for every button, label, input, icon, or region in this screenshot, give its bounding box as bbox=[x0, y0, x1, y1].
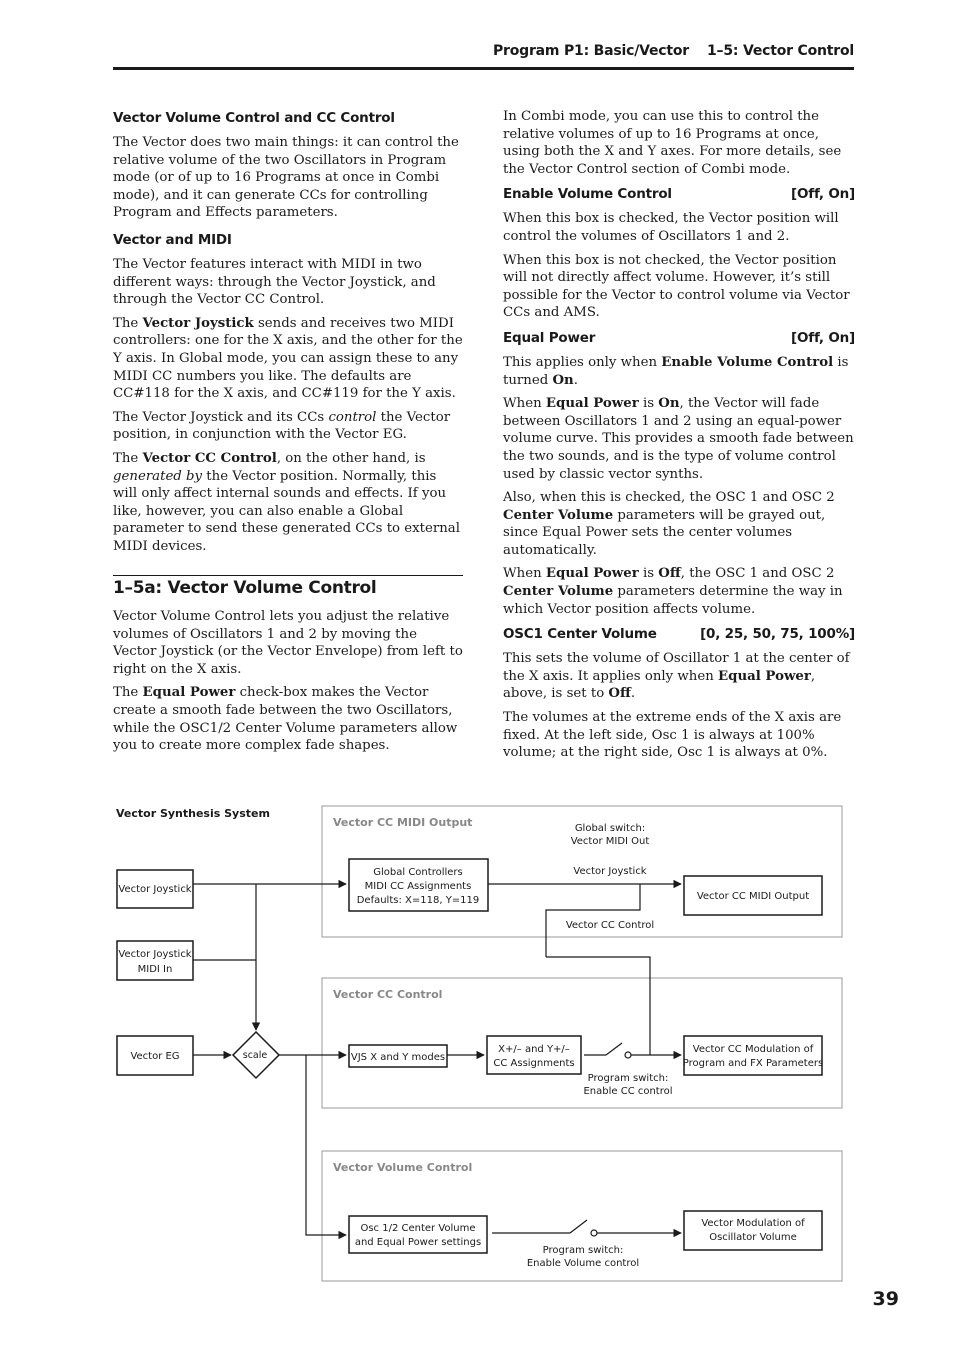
para-vector-volume-cc: The Vector does two main things: it can control the relative volume of the two Oscillators in Program mode (or of up to 16 Programs at once in Combi mode), and it can generate CCs for controlling Program and Effects parameters. bbox=[113, 135, 459, 221]
header-subsection: 1–5: Vector Control bbox=[707, 43, 854, 59]
box-vector-joystick-label: Vector Joystick bbox=[118, 884, 192, 895]
box-global-controllers-line2: MIDI CC Assignments bbox=[364, 881, 472, 892]
box-volume-modulation bbox=[684, 1211, 822, 1250]
para-midi-3: The Vector Joystick and its CCs control the Vector position, in conjunction with the Vector EG. bbox=[113, 409, 451, 443]
para-midi-4: The Vector CC Control, on the other hand, is generated by the Vector position. Normally, this will only affect internal sounds and effects. If you like, however, you can also enable a Global parameter to send these generated CCs to external MIDI devices. bbox=[113, 450, 460, 554]
cc-switch-label-2: Enable CC control bbox=[583, 1086, 673, 1097]
box-cc-modulation-line1: Vector CC Modulation of bbox=[692, 1044, 814, 1055]
panel-volume-control-label: Vector Volume Control bbox=[333, 1161, 473, 1174]
para-midi-1: The Vector features interact with MIDI in two different ways: through the Vector Joystick, and through the Vector CC Control. bbox=[113, 256, 436, 308]
para-evc-2: When this box is not checked, the Vector position will not directly affect volume. However, it’s still possible for the Vector to control volume via Vector CCs and AMS. bbox=[503, 252, 850, 321]
box-cc-modulation bbox=[684, 1036, 822, 1075]
box-global-controllers-line1: Global Controllers bbox=[373, 867, 463, 878]
heading-vector-midi: Vector and MIDI bbox=[113, 231, 232, 248]
para-osc-1: This sets the volume of Oscillator 1 at the center of the X axis. It applies only when Equal Power, above, is set to Off. bbox=[503, 651, 850, 702]
heading-osc1-center-volume: OSC1 Center Volume [0, 25, 50, 75, 100%] bbox=[503, 626, 855, 643]
cc-switch-label-1: Program switch: bbox=[587, 1073, 669, 1084]
cc-switch-contact bbox=[625, 1052, 631, 1058]
box-volume-modulation-line2: Oscillator Volume bbox=[709, 1232, 797, 1243]
box-center-volume-line2: and Equal Power settings bbox=[354, 1237, 482, 1248]
box-center-volume-line1: Osc 1/2 Center Volume bbox=[360, 1223, 476, 1234]
box-vjs-modes-label: VJS X and Y modes bbox=[350, 1052, 446, 1063]
page-number: 39 bbox=[872, 1288, 899, 1310]
heading-equal-power: Equal Power [Off, On] bbox=[503, 329, 855, 346]
label-vector-joystick: Vector Joystick bbox=[573, 866, 647, 877]
diagram-title: Vector Synthesis System bbox=[116, 807, 270, 820]
box-vector-eg-label: Vector EG bbox=[130, 1051, 180, 1062]
panel-cc-control-label: Vector CC Control bbox=[333, 988, 443, 1001]
para-midi-2: The Vector Joystick sends and receives two MIDI controllers: one for the X axis, and the other for the Y axis. In Global mode, you can assign these to any MIDI CC numbers you like. The defaults are CC#118 for the X axis, and CC#119 for the Y axis. bbox=[113, 315, 463, 402]
vol-switch-contact bbox=[591, 1230, 597, 1236]
para-evc-1: When this box is checked, the Vector position will control the volumes of Oscillators 1 and 2. bbox=[503, 211, 839, 244]
box-midi-output-label: Vector CC MIDI Output bbox=[696, 891, 810, 902]
box-volume-modulation-line1: Vector Modulation of bbox=[701, 1218, 805, 1229]
para-combi: In Combi mode, you can use this to control the relative volumes of up to 16 Programs at once, using both the X and Y axes. For more details, see the Vector Control section of Combi mode. bbox=[503, 109, 842, 177]
para-osc-2: The volumes at the extreme ends of the X axis are fixed. At the left side, Osc 1 is always at 100% volume; at the right side, Osc 1 is always at 0%. bbox=[503, 710, 842, 761]
global-switch-line2: Vector MIDI Out bbox=[570, 836, 650, 847]
para-ep-4: When Equal Power is Off, the OSC 1 and OSC 2 Center Volume parameters determine the way in which Vector position affects volume. bbox=[503, 566, 843, 617]
heading-1-5a: 1–5a: Vector Volume Control bbox=[113, 575, 463, 598]
heading-enable-volume-control: Enable Volume Control [Off, On] bbox=[503, 186, 855, 203]
vol-switch-label-2: Enable Volume control bbox=[526, 1258, 640, 1269]
vol-switch-label-1: Program switch: bbox=[542, 1245, 624, 1256]
scale-label: scale bbox=[242, 1050, 268, 1061]
panel-midi-output-label: Vector CC MIDI Output bbox=[333, 816, 473, 829]
heading-vector-volume-cc: Vector Volume Control and CC Control bbox=[113, 110, 395, 126]
box-cc-modulation-line2: Program and FX Parameters bbox=[682, 1058, 824, 1069]
para-5a-1: Vector Volume Control lets you adjust the relative volumes of Oscillators 1 and 2 by moving the Vector Joystick (or the Vector Envelope) from left to right on the X axis. bbox=[113, 609, 463, 677]
label-vector-cc-control: Vector CC Control bbox=[565, 920, 655, 931]
para-ep-2: When Equal Power is On, the Vector will fade between Oscillators 1 and 2 using an equal-power volume curve. This provides a smooth fade between the two sounds, and is the type of volume control used by classic vector synths. bbox=[503, 396, 854, 482]
box-joystick-midi-in-line1: Vector Joystick bbox=[118, 949, 192, 960]
global-switch-line1: Global switch: bbox=[574, 823, 646, 834]
para-5a-2: The Equal Power check-box makes the Vector create a smooth fade between the two Oscillators, while the OSC1/2 Center Volume parameters allow you to create more complex fade shapes. bbox=[113, 685, 458, 754]
box-global-controllers-line3: Defaults: X=118, Y=119 bbox=[356, 895, 480, 906]
para-ep-3: Also, when this is checked, the OSC 1 and OSC 2 Center Volume parameters will be grayed out, since Equal Power sets the center volumes automatically. bbox=[503, 490, 835, 558]
para-ep-1: This applies only when Enable Volume Control is turned On. bbox=[503, 354, 849, 388]
box-joystick-midi-in-line2: MIDI In bbox=[137, 964, 173, 975]
box-cc-assignments-line1: X+/– and Y+/– bbox=[498, 1044, 570, 1055]
box-cc-assignments-line2: CC Assignments bbox=[493, 1058, 575, 1069]
header-section: Program P1: Basic/Vector bbox=[492, 43, 690, 59]
